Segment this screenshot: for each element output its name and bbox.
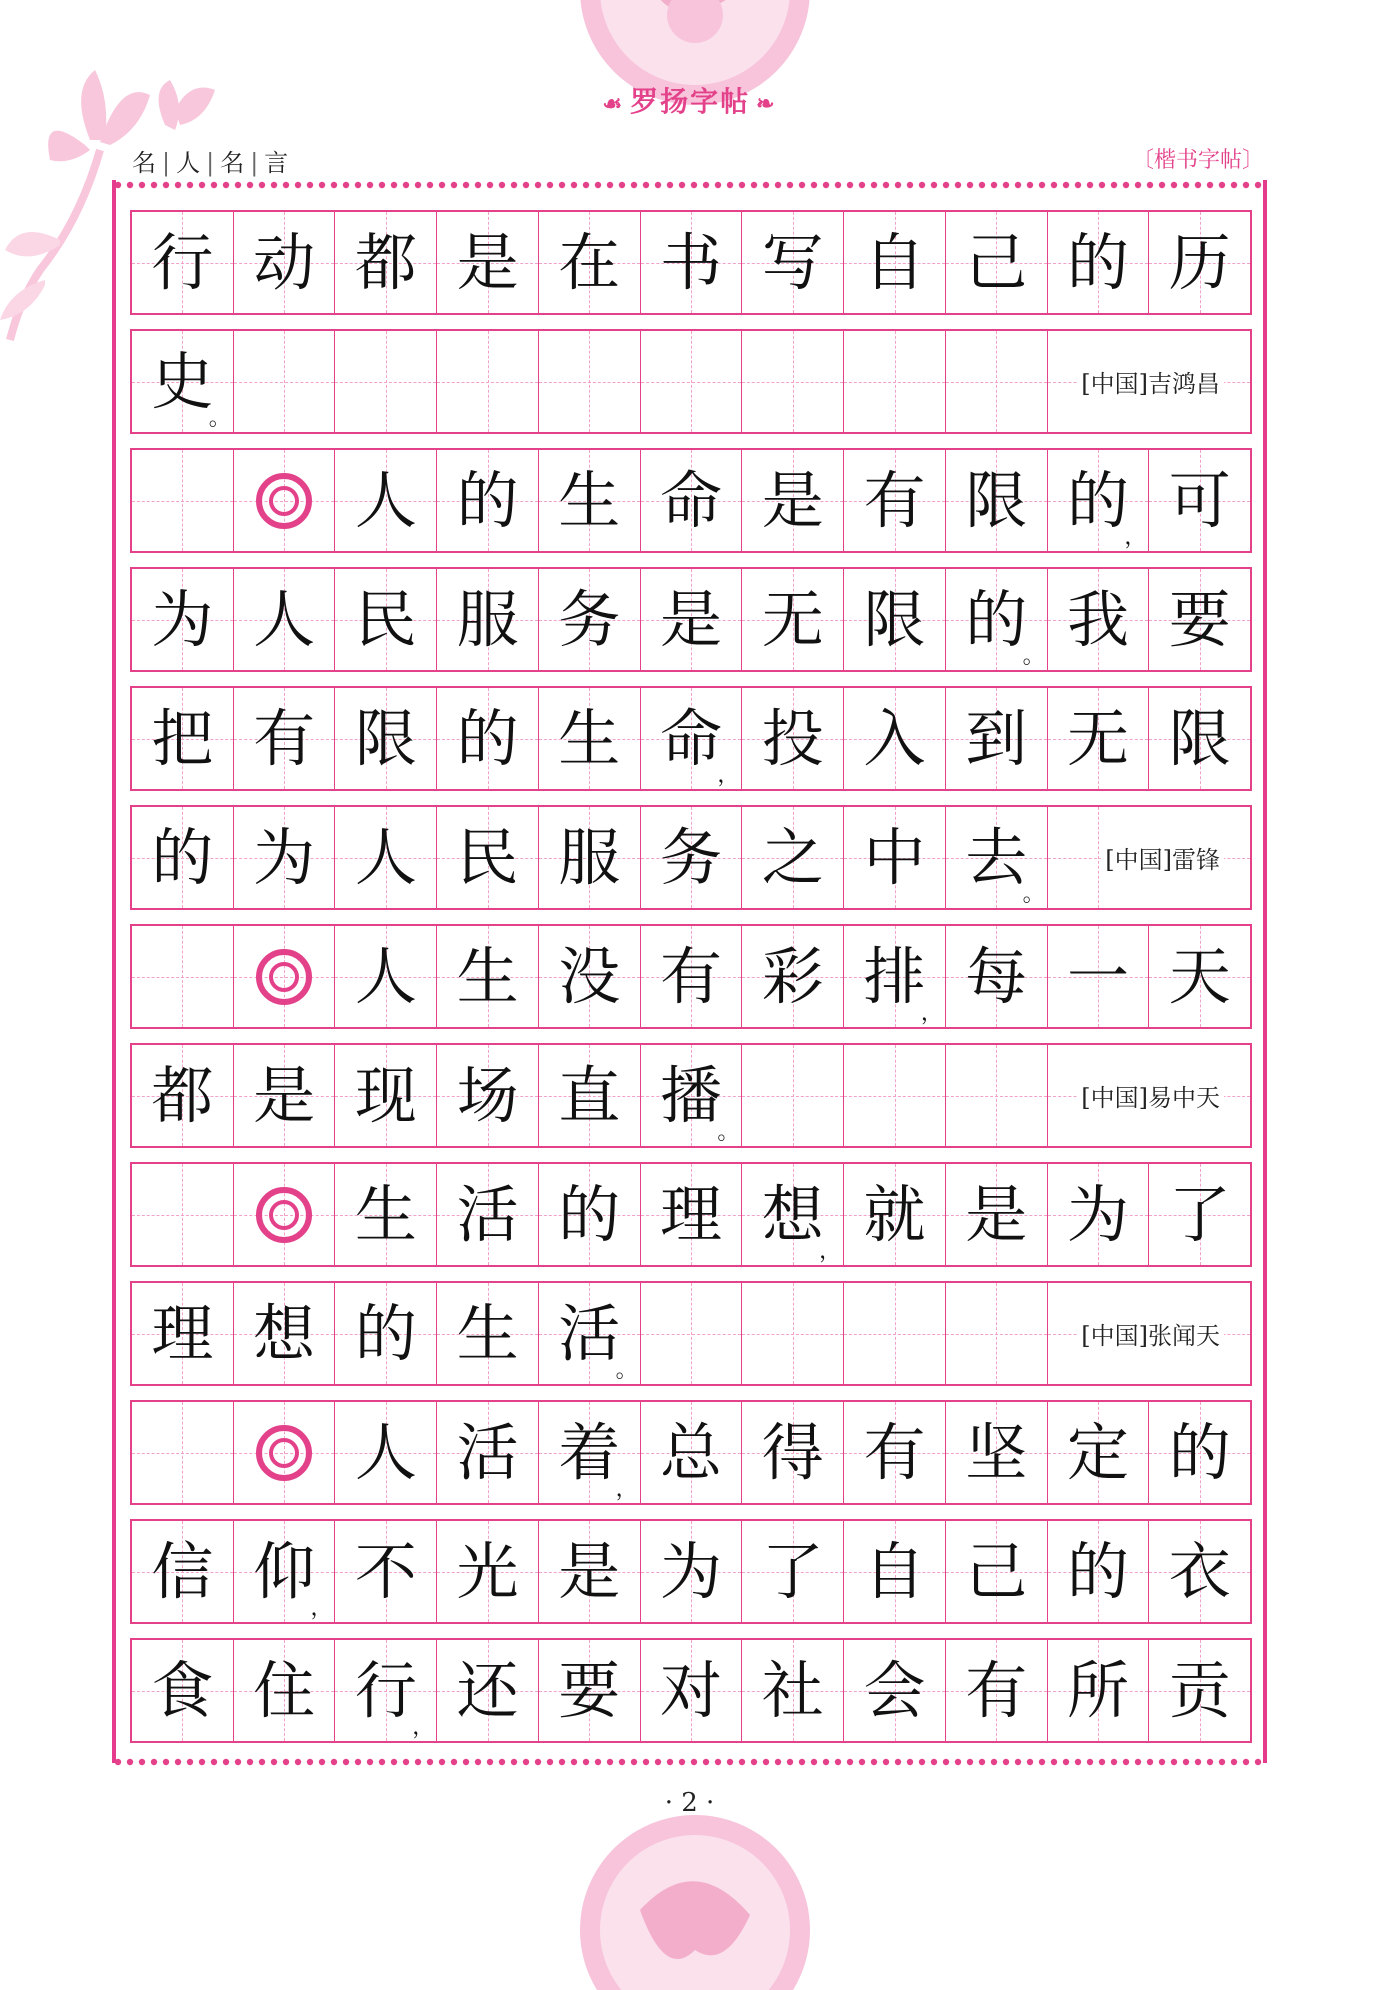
double-circle-icon: [256, 1187, 312, 1243]
character: 史: [151, 344, 214, 418]
section-label: 名 | 人 | 名 | 言: [132, 149, 289, 177]
swirl-left-icon: ☙: [602, 91, 625, 117]
character: 要: [558, 1653, 621, 1727]
character: 排: [863, 939, 926, 1013]
punctuation: ，: [819, 1239, 842, 1264]
grid-cell: [741, 688, 843, 789]
character: 历: [1168, 225, 1231, 299]
grid-cell: [538, 688, 640, 789]
grid-cell: [945, 1640, 1047, 1741]
character: 限: [354, 701, 417, 775]
character: 的: [1066, 1534, 1129, 1608]
character: 生: [456, 939, 519, 1013]
book-title: ☙ 罗扬字帖 ❧: [602, 85, 777, 118]
punctuation: 。: [717, 1120, 740, 1145]
grid-cell: [1047, 212, 1149, 313]
grid-cell: [132, 926, 233, 1027]
character: 会: [863, 1653, 926, 1727]
grid-row: [130, 448, 1252, 553]
grid-row: [130, 329, 1252, 434]
grid-row: [130, 567, 1252, 672]
grid-cell: [640, 688, 742, 789]
grid-cell: [233, 1640, 335, 1741]
grid-cell: [334, 688, 436, 789]
grid-cell: [741, 1521, 843, 1622]
grid-cell: [1148, 688, 1250, 789]
character: 没: [558, 939, 621, 1013]
character: 信: [151, 1534, 214, 1608]
quote-author: [中国]吉鸿昌: [1077, 331, 1224, 432]
grid-cell: [132, 1283, 233, 1384]
grid-cell: [436, 1045, 538, 1146]
character: 的: [558, 1177, 621, 1251]
grid-cell: [741, 1283, 843, 1384]
character: 为: [660, 1534, 723, 1608]
character: 还: [456, 1653, 519, 1727]
grid-cell: [640, 1402, 742, 1503]
quote-author: [中国]雷锋: [1101, 807, 1224, 908]
punctuation: 。: [615, 1358, 638, 1383]
grid-cell: [741, 1045, 843, 1146]
grid-cell: [436, 450, 538, 551]
grid-cell: [843, 569, 945, 670]
grid-cell: [843, 1164, 945, 1265]
grid-cell: [132, 331, 233, 432]
grid-cell: [945, 926, 1047, 1027]
character: 民: [354, 582, 417, 656]
character: 定: [1066, 1415, 1129, 1489]
grid-cell: [436, 1521, 538, 1622]
character: 己: [965, 225, 1028, 299]
character: 想: [253, 1296, 316, 1370]
grid-cell: [945, 807, 1047, 908]
character: 了: [761, 1534, 824, 1608]
grid-row: [130, 1638, 1252, 1743]
character: 投: [761, 701, 824, 775]
grid-cell: [334, 450, 436, 551]
grid-cell: [436, 807, 538, 908]
character: 一: [1066, 939, 1129, 1013]
character: 不: [354, 1534, 417, 1608]
character: 人: [354, 1415, 417, 1489]
character: 理: [151, 1296, 214, 1370]
character: 的: [151, 820, 214, 894]
punctuation: ，: [615, 1477, 638, 1502]
grid-row: [130, 1281, 1252, 1386]
grid-row: [130, 924, 1252, 1029]
grid-cell: [436, 331, 538, 432]
character: 衣: [1168, 1534, 1231, 1608]
character: 是: [965, 1177, 1028, 1251]
grid-cell: [1047, 1164, 1149, 1265]
character: 想: [761, 1177, 824, 1251]
character: 得: [761, 1415, 824, 1489]
grid-cell: [132, 1640, 233, 1741]
grid-cell: [1148, 1640, 1250, 1741]
character: 限: [965, 463, 1028, 537]
grid-cell: [945, 450, 1047, 551]
character: 直: [558, 1058, 621, 1132]
grid-cell: [538, 1045, 640, 1146]
grid-cell: [1148, 569, 1250, 670]
grid-cell: [233, 569, 335, 670]
grid-cell: [538, 1640, 640, 1741]
character: 我: [1066, 582, 1129, 656]
character: 生: [558, 701, 621, 775]
grid-cell: [741, 212, 843, 313]
character: 天: [1168, 939, 1231, 1013]
grid-cell: [945, 688, 1047, 789]
grid-cell: [1047, 926, 1149, 1027]
grid-cell: [436, 212, 538, 313]
grid-cell: [334, 1045, 436, 1146]
grid-cell: [436, 569, 538, 670]
grid-cell: [640, 926, 742, 1027]
grid-cell: [741, 1640, 843, 1741]
grid-cell: [945, 1164, 1047, 1265]
character: 命: [660, 463, 723, 537]
character: 自: [863, 1534, 926, 1608]
grid-cell: [132, 807, 233, 908]
style-label: 〔楷书字帖〕: [1131, 148, 1264, 173]
grid-cell: [843, 450, 945, 551]
character: 的: [1168, 1415, 1231, 1489]
grid-cell: [334, 1164, 436, 1265]
punctuation: 。: [1022, 882, 1045, 907]
grid-cell: [436, 688, 538, 789]
character: 住: [253, 1653, 316, 1727]
grid-cell: [132, 688, 233, 789]
character: 生: [558, 463, 621, 537]
character: 书: [660, 225, 723, 299]
grid-cell: [1047, 688, 1149, 789]
character: 把: [151, 701, 214, 775]
grid-cell: [843, 1402, 945, 1503]
character: 在: [558, 225, 621, 299]
grid-cell: [843, 1283, 945, 1384]
character: 到: [965, 701, 1028, 775]
grid-cell: [436, 1402, 538, 1503]
page-number: · 2 ·: [664, 1788, 715, 1818]
grid-cell: [945, 1402, 1047, 1503]
grid-row: [130, 1400, 1252, 1505]
character: 有: [660, 939, 723, 1013]
grid-row: [130, 210, 1252, 315]
grid-cell: [436, 926, 538, 1027]
punctuation: 。: [208, 406, 231, 431]
grid-cell: [1148, 1521, 1250, 1622]
grid-cell: [843, 688, 945, 789]
grid-cell: [233, 1402, 335, 1503]
grid-cell: [233, 1521, 335, 1622]
double-circle-icon: [256, 473, 312, 529]
grid-cell: [334, 1521, 436, 1622]
grid-cell: [334, 212, 436, 313]
character: 去: [965, 820, 1028, 894]
grid-cell: [538, 450, 640, 551]
character: 之: [761, 820, 824, 894]
grid-cell: [640, 450, 742, 551]
character: 要: [1168, 582, 1231, 656]
character: 命: [660, 701, 723, 775]
character: 所: [1066, 1653, 1129, 1727]
character: 可: [1168, 463, 1231, 537]
character: 场: [456, 1058, 519, 1132]
character: 对: [660, 1653, 723, 1727]
character: 人: [354, 939, 417, 1013]
character: 服: [456, 582, 519, 656]
grid-cell: [233, 688, 335, 789]
grid-cell: [1148, 1402, 1250, 1503]
character: 理: [660, 1177, 723, 1251]
character: 现: [354, 1058, 417, 1132]
grid-cell: [538, 1521, 640, 1622]
character: 自: [863, 225, 926, 299]
grid-cell: [436, 1164, 538, 1265]
grid-cell: [233, 1164, 335, 1265]
character: 为: [1066, 1177, 1129, 1251]
grid-cell: [843, 1640, 945, 1741]
character: 为: [253, 820, 316, 894]
character: 每: [965, 939, 1028, 1013]
grid-row: [130, 1519, 1252, 1624]
character: 播: [660, 1058, 723, 1132]
grid-cell: [945, 1283, 1047, 1384]
character: 是: [558, 1534, 621, 1608]
character: 社: [761, 1653, 824, 1727]
grid-cell: [132, 1164, 233, 1265]
character: 人: [354, 820, 417, 894]
character: 有: [253, 701, 316, 775]
grid-cell: [741, 1402, 843, 1503]
grid-cell: [233, 1283, 335, 1384]
character: 光: [456, 1534, 519, 1608]
grid-cell: [640, 1164, 742, 1265]
character: 入: [863, 701, 926, 775]
character: 限: [1168, 701, 1231, 775]
grid-cell: [1148, 926, 1250, 1027]
grid-cell: [233, 212, 335, 313]
grid-cell: [233, 331, 335, 432]
character: 民: [456, 820, 519, 894]
character: 写: [761, 225, 824, 299]
grid-cell: [334, 331, 436, 432]
grid-cell: [843, 926, 945, 1027]
grid-cell: [334, 1402, 436, 1503]
grid-cell: [1047, 569, 1149, 670]
grid-cell: [233, 1045, 335, 1146]
character: 有: [863, 1415, 926, 1489]
grid-cell: [132, 450, 233, 551]
punctuation: ，: [920, 1001, 943, 1026]
character: 就: [863, 1177, 926, 1251]
character: 生: [456, 1296, 519, 1370]
grid-cell: [538, 1164, 640, 1265]
character: 人: [354, 463, 417, 537]
bottom-seal-ornament: [545, 1790, 845, 1990]
grid-cell: [843, 1045, 945, 1146]
punctuation: ，: [310, 1596, 333, 1621]
grid-cell: [945, 1045, 1047, 1146]
character: 彩: [761, 939, 824, 1013]
grid-cell: [538, 212, 640, 313]
character: 了: [1168, 1177, 1231, 1251]
grid-cell: [640, 1283, 742, 1384]
grid-cell: [1148, 450, 1250, 551]
grid-cell: [538, 569, 640, 670]
grid-row: [130, 805, 1252, 910]
grid-cell: [334, 1640, 436, 1741]
punctuation: ，: [1124, 525, 1147, 550]
grid-cell: [640, 569, 742, 670]
character: 为: [151, 582, 214, 656]
character: 动: [253, 225, 316, 299]
grid-cell: [538, 331, 640, 432]
grid-cell: [334, 569, 436, 670]
character: 有: [965, 1653, 1028, 1727]
grid-cell: [945, 569, 1047, 670]
double-circle-icon: [256, 1425, 312, 1481]
character: 的: [965, 582, 1028, 656]
character: 活: [558, 1296, 621, 1370]
double-circle-icon: [256, 949, 312, 1005]
character: 有: [863, 463, 926, 537]
character: 都: [354, 225, 417, 299]
punctuation: ，: [412, 1715, 435, 1740]
character: 务: [660, 820, 723, 894]
grid-cell: [1047, 450, 1149, 551]
character: 无: [1066, 701, 1129, 775]
character: 坚: [965, 1415, 1028, 1489]
grid-cell: [436, 1640, 538, 1741]
grid-cell: [1047, 1640, 1149, 1741]
grid-cell: [538, 926, 640, 1027]
grid-cell: [843, 807, 945, 908]
grid-cell: [640, 1640, 742, 1741]
grid-cell: [436, 1283, 538, 1384]
punctuation: ，: [717, 763, 740, 788]
character: 限: [863, 582, 926, 656]
grid-cell: [640, 807, 742, 908]
quote-author: [中国]张闻天: [1077, 1283, 1224, 1384]
character: 着: [558, 1415, 621, 1489]
grid-cell: [741, 1164, 843, 1265]
character: 的: [354, 1296, 417, 1370]
punctuation: 。: [1022, 644, 1045, 669]
grid-cell: [132, 1402, 233, 1503]
character: 贡: [1168, 1653, 1231, 1727]
character: 的: [456, 701, 519, 775]
character: 是: [761, 463, 824, 537]
character: 服: [558, 820, 621, 894]
grid-cell: [233, 450, 335, 551]
character: 务: [558, 582, 621, 656]
grid-cell: [843, 1521, 945, 1622]
grid-cell: [741, 331, 843, 432]
grid-cell: [538, 807, 640, 908]
grid-cell: [334, 807, 436, 908]
character: 行: [151, 225, 214, 299]
character: 的: [1066, 463, 1129, 537]
character: 是: [660, 582, 723, 656]
grid-cell: [538, 1283, 640, 1384]
grid-cell: [843, 212, 945, 313]
character: 是: [456, 225, 519, 299]
grid-cell: [1148, 1164, 1250, 1265]
grid-row: [130, 686, 1252, 791]
grid-cell: [1047, 1402, 1149, 1503]
grid-cell: [741, 450, 843, 551]
grid-cell: [132, 1521, 233, 1622]
grid-cell: [741, 569, 843, 670]
character: 仰: [253, 1534, 316, 1608]
character: 人: [253, 582, 316, 656]
grid-cell: [640, 331, 742, 432]
character: 中: [863, 820, 926, 894]
quote-author: [中国]易中天: [1077, 1045, 1224, 1146]
grid-cell: [741, 926, 843, 1027]
grid-cell: [945, 1521, 1047, 1622]
character: 生: [354, 1177, 417, 1251]
character: 活: [456, 1415, 519, 1489]
grid-row: [130, 1043, 1252, 1148]
grid-row: [130, 1162, 1252, 1267]
character: 总: [660, 1415, 723, 1489]
grid-cell: [233, 926, 335, 1027]
grid-cell: [132, 1045, 233, 1146]
character: 的: [456, 463, 519, 537]
grid-cell: [945, 331, 1047, 432]
grid-cell: [945, 212, 1047, 313]
character: 的: [1066, 225, 1129, 299]
grid-cell: [334, 1283, 436, 1384]
character: 食: [151, 1653, 214, 1727]
character: 活: [456, 1177, 519, 1251]
grid-cell: [233, 807, 335, 908]
grid-cell: [640, 1521, 742, 1622]
grid-cell: [640, 212, 742, 313]
grid-cell: [334, 926, 436, 1027]
swirl-right-icon: ❧: [756, 91, 777, 117]
grid-cell: [132, 212, 233, 313]
character: 无: [761, 582, 824, 656]
character: 都: [151, 1058, 214, 1132]
character: 是: [253, 1058, 316, 1132]
character: 己: [965, 1534, 1028, 1608]
grid-cell: [741, 807, 843, 908]
grid-cell: [843, 331, 945, 432]
grid-cell: [538, 1402, 640, 1503]
grid-cell: [132, 569, 233, 670]
character: 行: [354, 1653, 417, 1727]
grid-cell: [640, 1045, 742, 1146]
grid-cell: [1047, 1521, 1149, 1622]
grid-cell: [1148, 212, 1250, 313]
